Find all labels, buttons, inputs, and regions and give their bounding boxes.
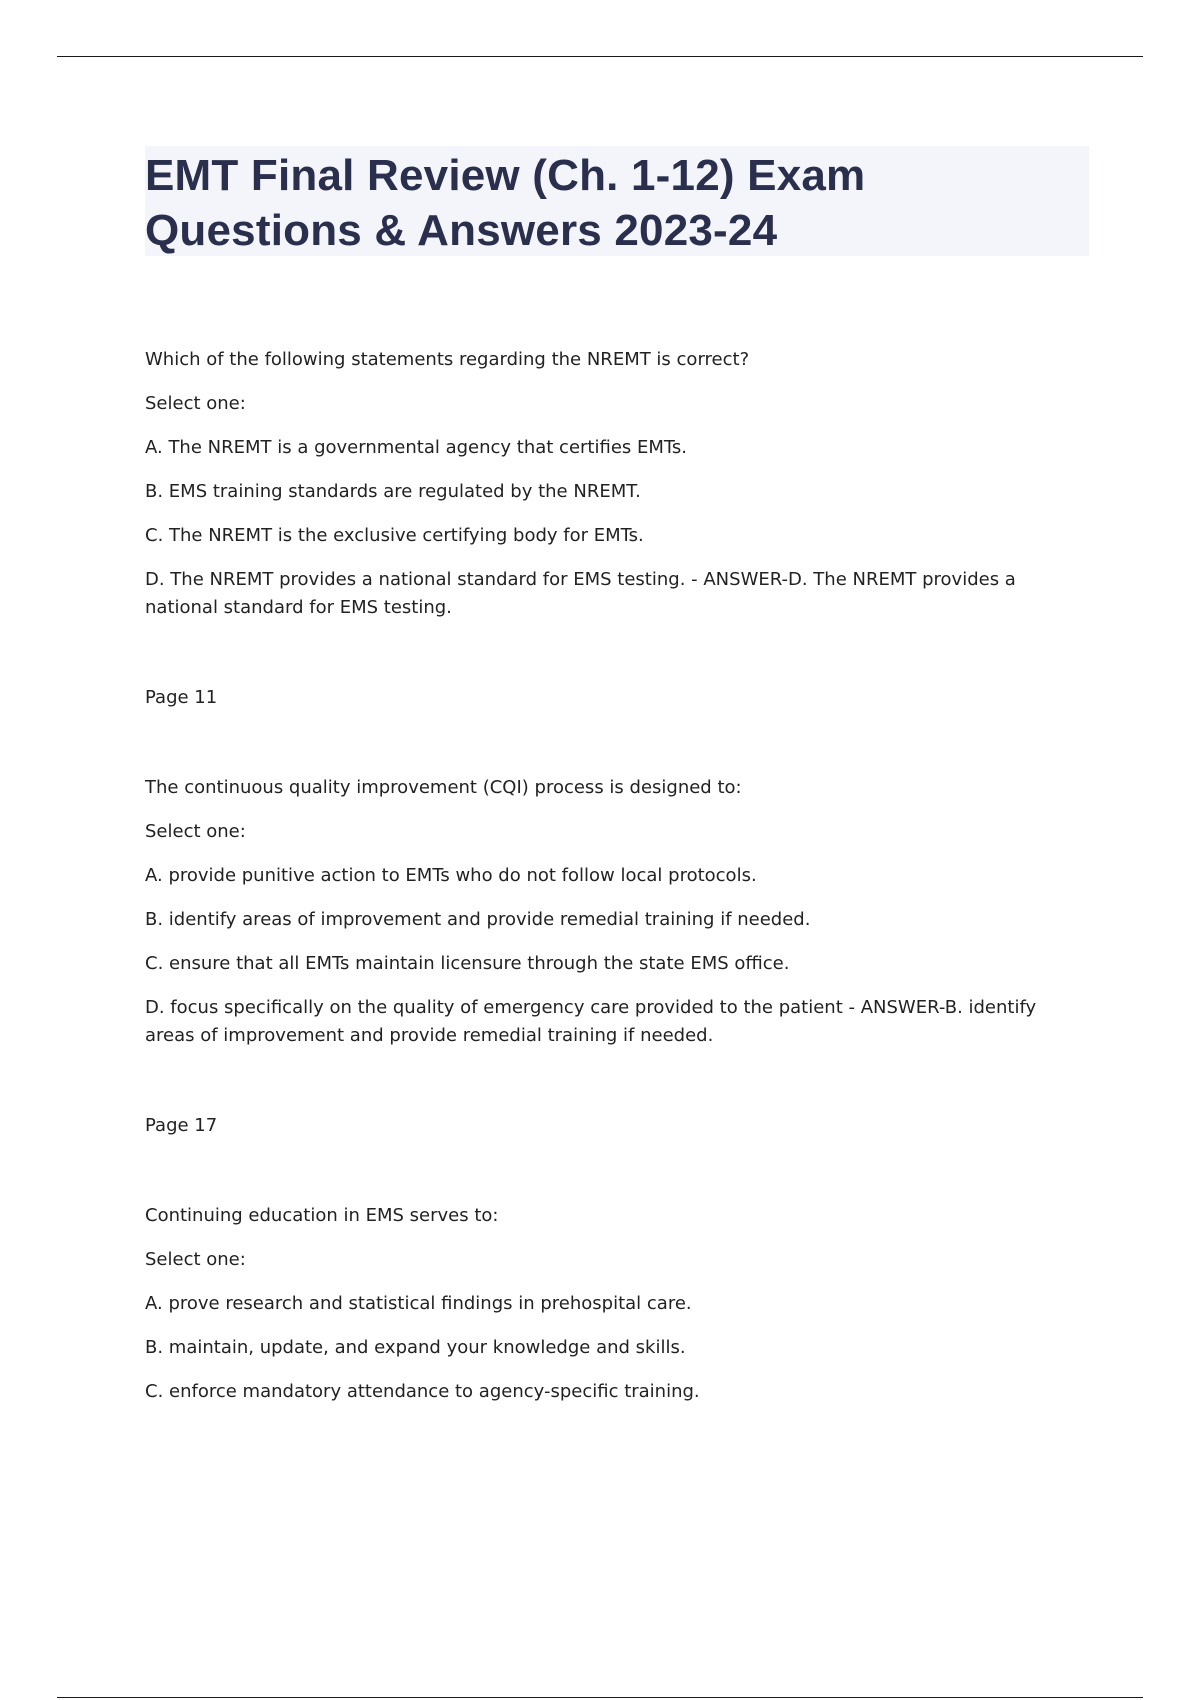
top-rule (57, 56, 1143, 57)
title-line-2: Questions & Answers 2023-24 (145, 206, 778, 255)
select-one-label: Select one: (145, 393, 246, 414)
option-b: B. EMS training standards are regulated by the NREMT. (145, 481, 641, 502)
option-a: A. The NREMT is a governmental agency that certifies EMTs. (145, 437, 688, 458)
title-line-1: EMT Final Review (Ch. 1-12) Exam (145, 151, 866, 200)
question-prompt: The continuous quality improvement (CQI) process is designed to: (145, 777, 742, 798)
option-c: C. enforce mandatory attendance to agency-specific training. (145, 1381, 700, 1402)
question-block-3 (145, 1202, 1090, 1406)
page-reference: Page 17 (145, 1115, 218, 1136)
option-d-with-answer: D. focus specifically on the quality of emergency care provided to the patient - ANSWER-B. identify areas of improvement and provide remedial training if needed. (145, 997, 1037, 1046)
option-b: B. maintain, update, and expand your knowledge and skills. (145, 1337, 686, 1358)
select-one-label: Select one: (145, 821, 246, 842)
document-body (145, 346, 1090, 1422)
question-block-2 (145, 774, 1090, 1050)
option-d-with-answer: D. The NREMT provides a national standard for EMS testing. - ANSWER-D. The NREMT provides a national standard for EMS testing. (145, 569, 1016, 618)
select-one-label: Select one: (145, 1249, 246, 1270)
document-title (145, 148, 1089, 258)
option-b: B. identify areas of improvement and provide remedial training if needed. (145, 909, 811, 930)
option-a: A. prove research and statistical findings in prehospital care. (145, 1293, 692, 1314)
option-c: C. The NREMT is the exclusive certifying body for EMTs. (145, 525, 644, 546)
page-reference: Page 11 (145, 687, 218, 708)
option-a: A. provide punitive action to EMTs who do not follow local protocols. (145, 865, 757, 886)
question-block-1 (145, 346, 1090, 622)
question-prompt: Continuing education in EMS serves to: (145, 1205, 499, 1226)
question-prompt: Which of the following statements regarding the NREMT is correct? (145, 349, 750, 370)
option-c: C. ensure that all EMTs maintain licensure through the state EMS office. (145, 953, 790, 974)
title-banner (145, 146, 1089, 256)
bottom-rule (57, 1697, 1143, 1698)
